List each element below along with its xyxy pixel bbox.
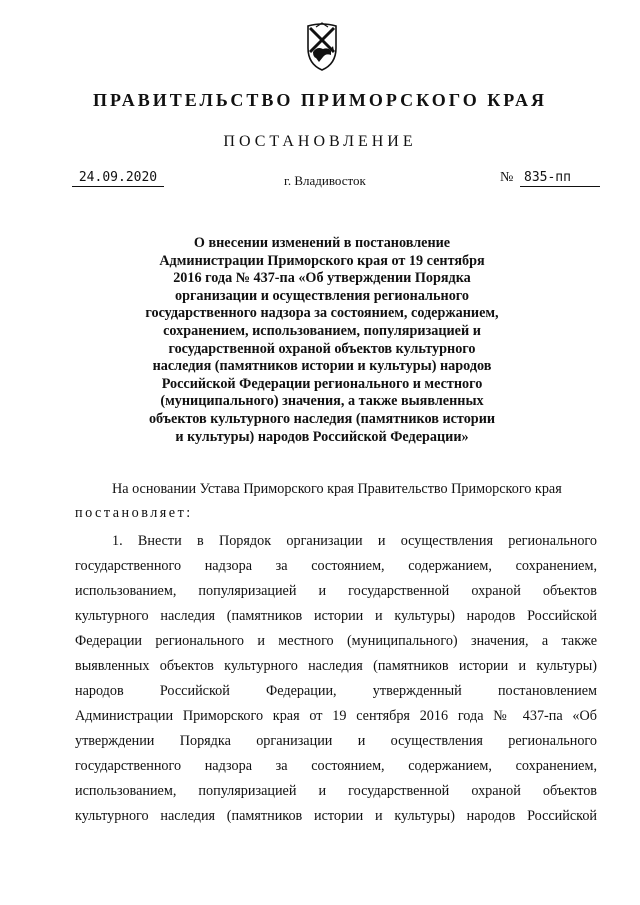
subject-line: (муниципального) значения, а также выявленных	[160, 393, 484, 410]
subject-line: сохранением, использованием, популяризацией и	[163, 322, 481, 339]
clause-line: государственного надзора за состоянием, содержанием, сохранением,	[75, 758, 597, 774]
government-title: ПРАВИТЕЛЬСТВО ПРИМОРСКОГО КРАЯ	[93, 90, 547, 110]
document-number: 835-пп	[520, 170, 600, 187]
subject-line: объектов культурного наследия (памятников истории	[148, 410, 496, 427]
clause-line: государственного надзора за состоянием, содержанием, сохранением,	[75, 558, 597, 574]
subject-line: и культуры) народов Российской Федерации»	[175, 428, 469, 445]
document-body	[75, 477, 597, 829]
clause-line: утверждении Порядка организации и осуществления регионального	[75, 733, 597, 749]
clause-1	[75, 529, 597, 829]
number-sign: №	[500, 170, 514, 185]
clause-line: народов Российской Федерации, утвержденный постановлением	[75, 683, 597, 699]
document-date: 24.09.2020	[72, 170, 164, 187]
clause-line: культурного наследия (памятников истории и культуры) народов Российской	[75, 808, 597, 824]
document-subject	[140, 235, 504, 446]
clause-line: использованием, популяризацией и государственной охраной объектов	[75, 783, 597, 799]
subject-line: Администрации Приморского края от 19 сентября	[159, 252, 485, 269]
subject-line: наследия (памятников истории и культуры) народов	[152, 358, 492, 375]
primorsky-krai-coat-of-arms-icon	[302, 22, 342, 72]
clause-line: выявленных объектов культурного наследия (памятников истории и культуры)	[75, 658, 597, 674]
clause-line: 1. Внести в Порядок организации и осуществления регионального	[112, 533, 597, 549]
subject-line: государственной охраной объектов культурного	[168, 340, 476, 357]
subject-line: Российской Федерации регионального и местного	[161, 375, 483, 392]
subject-line: государственного надзора за состоянием, содержанием,	[145, 305, 499, 322]
clause-line: Федерации регионального и местного (муниципального) значения, а также	[75, 633, 597, 649]
subject-line: 2016 года № 437-па «Об утверждении Порядка	[173, 270, 471, 287]
document-type: ПОСТАНОВЛЕНИЕ	[223, 133, 417, 150]
document-city: г. Владивосток	[284, 173, 366, 188]
clause-line: культурного наследия (памятников истории и культуры) народов Российской	[75, 608, 597, 624]
clause-line: использованием, популяризацией и государственной охраной объектов	[75, 583, 597, 599]
subject-line: О внесении изменений в постановление	[193, 235, 451, 251]
decree-word: постановляет:	[75, 505, 193, 521]
clause-line: Администрации Приморского края от 19 сентября 2016 года № 437-па «Об	[75, 708, 597, 724]
subject-line: организации и осуществления регионального	[175, 287, 469, 304]
basis-paragraph: На основании Устава Приморского края Правительство Приморского края	[112, 481, 562, 497]
